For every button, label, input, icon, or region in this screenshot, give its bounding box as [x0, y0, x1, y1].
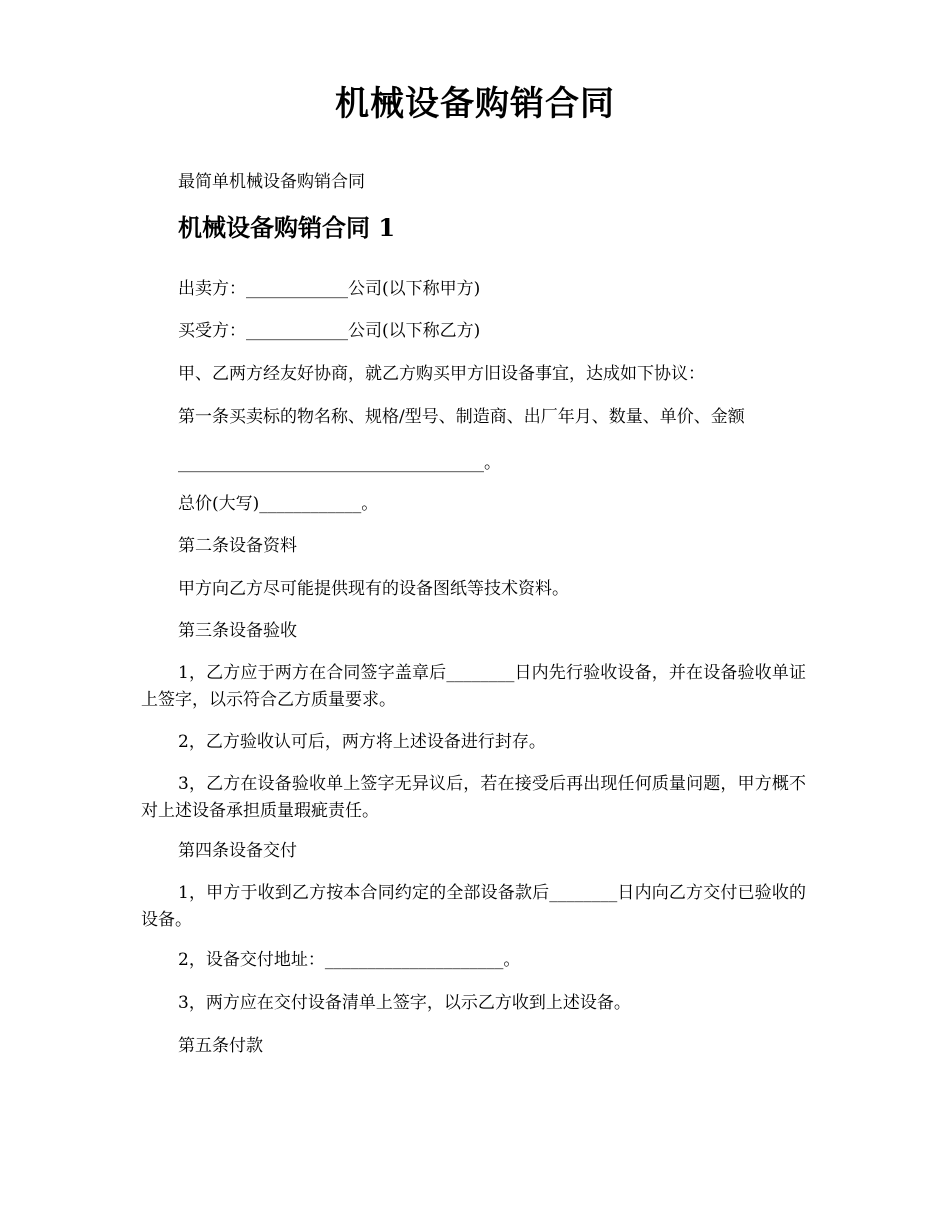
article4-item-2: 2，设备交付地址：_____________________。 [178, 950, 521, 970]
article1-heading: 第一条买卖标的物名称、规格/型号、制造商、出厂年月、数量、单价、金额 [178, 407, 745, 427]
article5-heading: 第五条付款 [178, 1036, 263, 1056]
seller-line: 出卖方：____________公司(以下称甲方) [178, 279, 481, 299]
article2-paragraph: 甲方向乙方尽可能提供现有的设备图纸等技术资料。 [178, 579, 569, 599]
document-title: 机械设备购销合同 [335, 84, 615, 124]
article4-item-3: 3，两方应在交付设备清单上签字，以示乙方收到上述设备。 [178, 993, 631, 1013]
article3-heading: 第三条设备验收 [178, 621, 297, 641]
article3-item-3: 3，乙方在设备验收单上签字无异议后，若在接受后再出现任何质量问题，甲方概不对上述设备承担质量瑕疵责任。 [141, 774, 806, 821]
total-price-line: 总价(大写)____________。 [178, 494, 379, 514]
article1-blank-line: ____________________________________。 [178, 453, 501, 473]
article4-item-1: 1，甲方于收到乙方按本合同约定的全部设备款后________日内向乙方交付已验收的设备。 [141, 883, 806, 930]
article2-heading: 第二条设备资料 [178, 536, 297, 556]
document-subtitle: 最简单机械设备购销合同 [178, 172, 365, 192]
preamble-paragraph: 甲、乙两方经友好协商，就乙方购买甲方旧设备事宜，达成如下协议： [178, 364, 705, 384]
buyer-line: 买受方：____________公司(以下称乙方) [178, 321, 481, 341]
section-heading: 机械设备购销合同 1 [178, 213, 396, 242]
article4-heading: 第四条设备交付 [178, 841, 297, 861]
article3-item-2: 2，乙方验收认可后，两方将上述设备进行封存。 [178, 732, 546, 752]
article3-item-1: 1，乙方应于两方在合同签字盖章后________日内先行验收设备，并在设备验收单证上签字，以示符合乙方质量要求。 [141, 663, 806, 710]
